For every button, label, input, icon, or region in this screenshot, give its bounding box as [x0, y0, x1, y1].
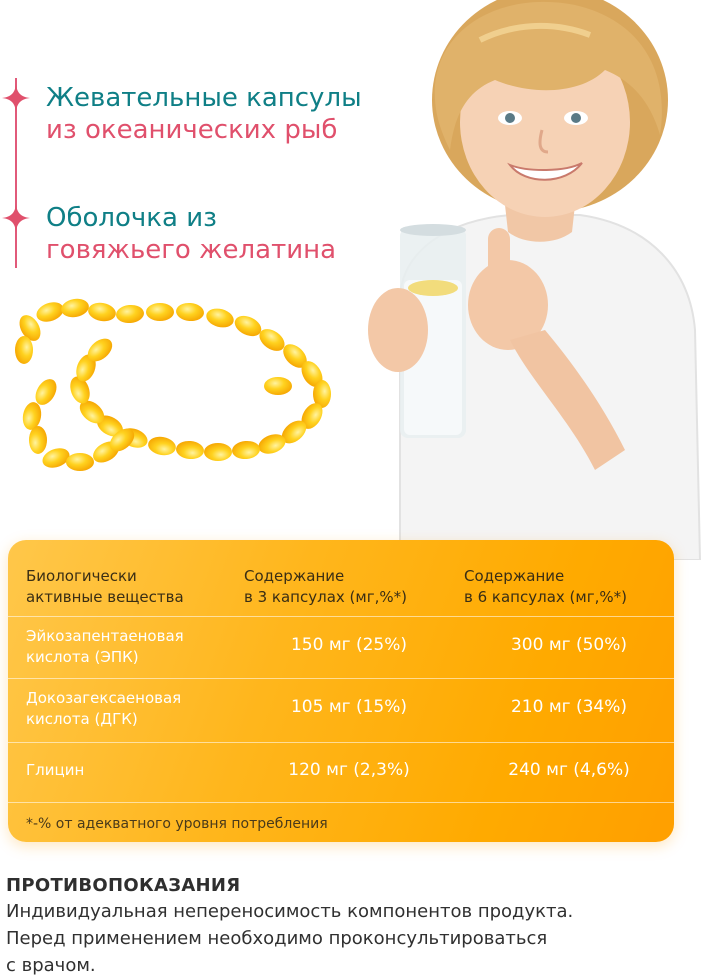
header-line: Биологически	[26, 567, 137, 585]
header-line: в 6 капсулах (мг,%*)	[464, 588, 627, 606]
feature-text	[46, 82, 362, 146]
capsule	[264, 377, 292, 395]
header-substances	[26, 566, 236, 608]
contraindications-title: ПРОТИВОПОКАЗАНИЯ	[6, 875, 241, 896]
capsule	[146, 303, 174, 321]
value-3-capsules: 150 мг (25%)	[290, 635, 408, 655]
feature-text	[46, 202, 336, 266]
capsule	[66, 453, 94, 471]
name-line: кислота (ЭПК)	[26, 648, 139, 666]
value-3-capsules: 120 мг (2,3%)	[288, 760, 410, 780]
name-line: Эйкозапентаеновая	[26, 627, 184, 645]
table-row	[8, 742, 674, 803]
child-photo	[360, 0, 704, 560]
header-line: активные вещества	[26, 588, 184, 606]
substance-name	[26, 760, 236, 781]
capsule	[115, 304, 144, 324]
capsule	[204, 306, 236, 331]
contraindications-line: с врачом.	[6, 955, 96, 976]
capsule	[204, 443, 232, 461]
capsule	[175, 302, 204, 322]
contraindications-line: Перед применением необходимо проконсультироваться	[6, 928, 548, 949]
capsule	[87, 301, 118, 324]
header-6-capsules	[464, 566, 674, 608]
capsule	[175, 440, 204, 460]
table-header-row	[8, 540, 674, 617]
capsule	[231, 440, 260, 460]
table-footnote: *-% от адекватного уровня потребления	[26, 816, 328, 832]
features-list	[0, 70, 400, 285]
header-line: Содержание	[244, 567, 345, 585]
capsule	[147, 435, 178, 458]
capsule	[34, 299, 66, 325]
substance-name	[26, 626, 236, 668]
feature-line-2: говяжьего желатина	[46, 235, 337, 265]
table-row	[8, 678, 674, 743]
header-line: в 3 капсулах (мг,%*)	[244, 588, 407, 606]
contraindications-line: Индивидуальная непереносимость компонентов продукта.	[6, 901, 574, 922]
feature-line-1: Жевательные капсулы	[46, 83, 362, 113]
capsule	[15, 336, 33, 364]
sparkle-icon	[2, 204, 30, 232]
value-3-capsules: 105 мг (15%)	[290, 697, 408, 717]
name-line: Глицин	[26, 761, 85, 779]
sparkle-icon	[2, 84, 30, 112]
feature-line-1: Оболочка из	[46, 203, 217, 233]
feature-line-2: из океанических рыб	[46, 115, 338, 145]
value-6-capsules: 210 мг (34%)	[510, 697, 628, 717]
name-line: кислота (ДГК)	[26, 710, 138, 728]
name-line: Докозагексаеновая	[26, 689, 182, 707]
value-6-capsules: 240 мг (4,6%)	[508, 760, 630, 780]
table-row	[8, 616, 674, 679]
header-line: Содержание	[464, 567, 565, 585]
substance-name	[26, 688, 236, 730]
capsule	[29, 426, 47, 454]
capsule-fish-illustration	[10, 290, 370, 490]
header-3-capsules	[244, 566, 454, 608]
nutrient-table	[8, 540, 674, 842]
contraindications	[6, 874, 696, 979]
capsule	[60, 297, 91, 320]
contraindications-text	[6, 898, 696, 979]
value-6-capsules: 300 мг (50%)	[510, 635, 628, 655]
